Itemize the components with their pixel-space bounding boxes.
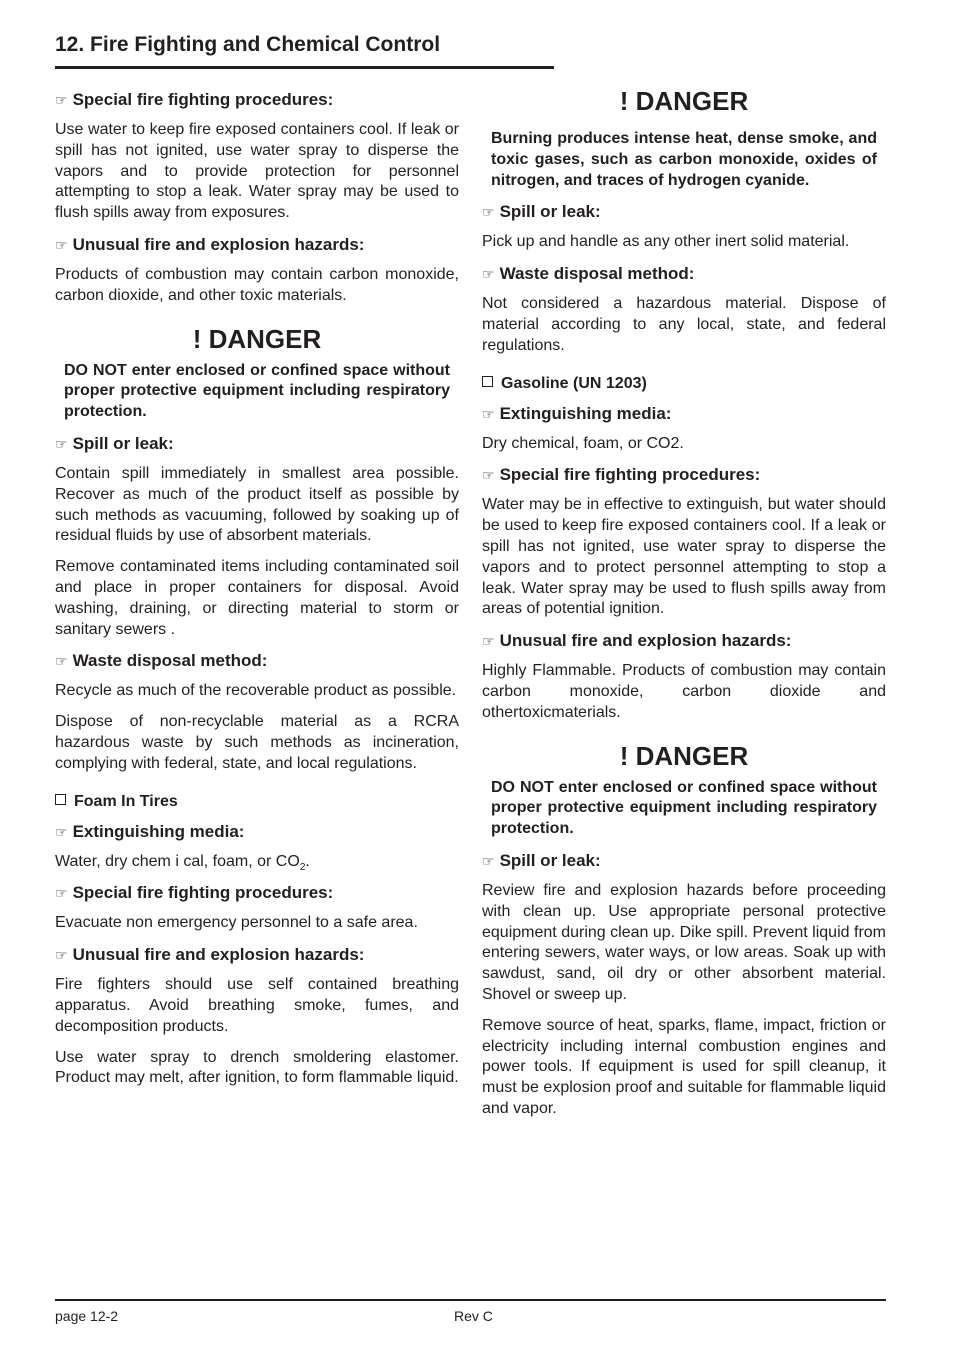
header-rule (55, 66, 554, 69)
subheading-special-fire-2 (55, 882, 459, 904)
subheading-label: Unusual fire and explosion hazards: (72, 234, 365, 254)
pointing-hand-icon: ☞ (482, 204, 495, 221)
material-label: Gasoline (UN 1203) (501, 374, 647, 392)
subheading-spill (55, 433, 459, 455)
subheading-special-fire (482, 464, 886, 486)
pointing-hand-icon: ☞ (55, 823, 68, 840)
subheading-waste (55, 650, 459, 672)
pointing-hand-icon: ☞ (482, 266, 495, 283)
subheading-special-fire (55, 89, 459, 111)
pointing-hand-icon: ☞ (482, 467, 495, 484)
paragraph: Dry chemical, foam, or CO2. (482, 434, 684, 452)
subheading-spill-2 (482, 850, 886, 872)
subheading-extinguishing (55, 821, 459, 843)
material-heading-foam (55, 792, 459, 812)
pointing-hand-icon: ☞ (482, 852, 495, 869)
pointing-hand-icon: ☞ (55, 435, 68, 452)
paragraph: Review fire and explosion hazards before proceeding with clean up. Use appropriate personal protective equipment during clean up. Dike spill. Prevent liquid from entering sewers, water ways, or low areas. Soak up with sawdust, sand, oil dry or other absorbent material. Shovel or sweep up. (482, 881, 886, 1003)
paragraph: Use water to keep fire exposed containers cool. If leak or spill has not ignited, use water spray to disperse the vapors and to provide protection for personnel attempting to stop a leak. Water spray may be used to flush spills away from exposures. (55, 121, 459, 222)
footer-rule (55, 1299, 886, 1301)
subheading-label: Unusual fire and explosion hazards: (72, 945, 365, 965)
danger-title: ! DANGER (192, 323, 322, 354)
subheading-unusual-hazards (482, 630, 886, 652)
right-column (482, 86, 886, 1130)
subscript: 2 (299, 861, 306, 873)
paragraph: Recycle as much of the recoverable product as possible. (55, 682, 457, 700)
subheading-unusual-hazards-2 (55, 944, 459, 966)
page-number: page 12-2 (55, 1308, 119, 1324)
checkbox-square-icon (482, 376, 493, 387)
subheading-label: Extinguishing media: (499, 403, 672, 423)
text: Water, dry chem i cal, foam, or CO (55, 852, 300, 870)
paragraph: Products of combustion may contain carbon monoxide, carbon dioxide, and other toxic materials. (55, 265, 459, 304)
page-title: 12. Fire Fighting and Chemical Control (55, 33, 441, 56)
danger-text: DO NOT enter enclosed or confined space without proper protective equipment including respiratory protection. (64, 361, 450, 421)
paragraph: Highly Flammable. Products of combustion may contain carbon monoxide, carbon dioxide and othertoxicmaterials. (482, 662, 886, 721)
danger-title: ! DANGER (619, 86, 749, 116)
pointing-hand-icon: ☞ (482, 633, 495, 650)
pointing-hand-icon: ☞ (55, 947, 68, 964)
paragraph: Pick up and handle as any other inert solid material. (482, 233, 850, 251)
subheading-extinguishing (482, 403, 886, 425)
pointing-hand-icon: ☞ (55, 92, 68, 108)
subheading-label: Special fire fighting procedures: (72, 90, 334, 109)
paragraph: Use water spray to drench smoldering elastomer. Product may melt, after ignition, to form flammable liquid. (55, 1048, 459, 1087)
danger-text: DO NOT enter enclosed or confined space without proper protective equipment including respiratory protection. (491, 778, 877, 838)
pointing-hand-icon: ☞ (55, 885, 68, 902)
subheading-label: Special fire fighting procedures: (499, 465, 761, 485)
subheading-unusual-hazards (55, 234, 459, 256)
paragraph: Remove contaminated items including contaminated soil and place in proper containers for disposal. Avoid washing, draining, or directing material to storm or sanitary sewers . (55, 558, 459, 638)
paragraph-extinguishing (55, 852, 459, 873)
checkbox-square-icon (55, 794, 66, 805)
subheading-label: Waste disposal method: (72, 651, 268, 671)
paragraph: Dispose of non-recyclable material as a RCRA hazardous waste by such methods as incineration, complying with federal, state, and local regulations. (55, 713, 459, 772)
revision-label: Rev C (454, 1308, 493, 1324)
paragraph: Contain spill immediately in smallest area possible. Recover as much of the product itself as possible by such methods as vacuuming, followed by soaking up of residual fluids by use of absorbent materials. (55, 464, 459, 545)
pointing-hand-icon: ☞ (55, 236, 68, 253)
danger-text: Burning produces intense heat, dense smoke, and toxic gases, such as carbon monoxide, oxides of nitrogen, and traces of hydrogen cyanide. (491, 130, 877, 189)
pointing-hand-icon: ☞ (55, 653, 68, 670)
paragraph: Fire fighters should use self contained breathing apparatus. Avoid breathing smoke, fumes, and decomposition products. (55, 976, 459, 1035)
subheading-label: Special fire fighting procedures: (72, 883, 334, 903)
danger-title: ! DANGER (619, 740, 749, 771)
subheading-label: Unusual fire and explosion hazards: (499, 631, 792, 651)
subheading-spill (482, 201, 886, 223)
subheading-label: Spill or leak: (72, 433, 174, 453)
subheading-waste (482, 263, 886, 285)
subheading-label: Waste disposal method: (499, 264, 695, 284)
paragraph: Evacuate non emergency personnel to a safe area. (55, 914, 418, 932)
subheading-label: Spill or leak: (499, 850, 601, 870)
paragraph: Not considered a hazardous material. Dispose of material according to any local, state, and federal regulations. (482, 295, 886, 354)
subheading-label: Extinguishing media: (72, 821, 245, 841)
pointing-hand-icon: ☞ (482, 405, 495, 422)
text: . (305, 852, 310, 870)
left-column (55, 86, 459, 1099)
paragraph: Water may be in effective to extinguish, but water should be used to keep fire exposed containers cool. If a leak or spill has not ignited, use water spray to disperse the vapors and to protect personnel attempting to stop a leak. Water spray may be used to flush spills away from areas of potential ignition. (482, 496, 886, 618)
subheading-label: Spill or leak: (499, 202, 601, 222)
material-label: Foam In Tires (74, 792, 178, 810)
material-heading-gasoline (482, 374, 886, 394)
paragraph: Remove source of heat, sparks, flame, impact, friction or electricity including internal combustion engines and power tools. If equipment is used for spill cleanup, it must be explosion proof and suitable for flammable liquid and vapor. (482, 1016, 886, 1117)
